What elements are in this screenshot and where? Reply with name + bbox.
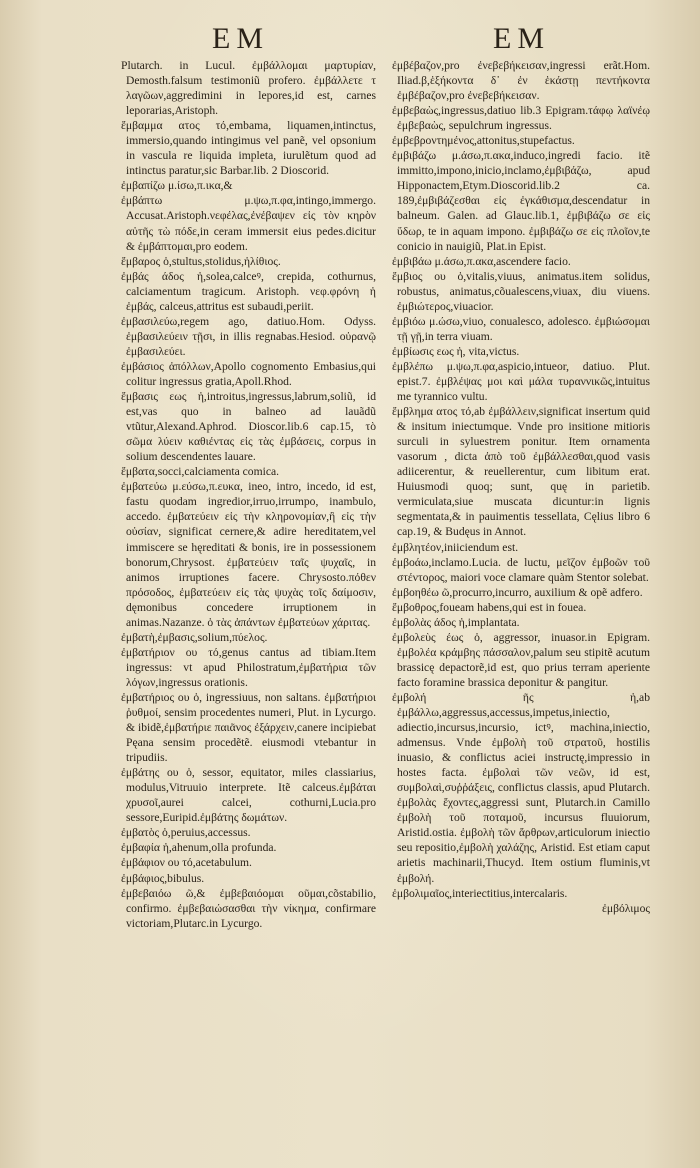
entry-embata: ἔμβατα,socci,calciamenta comica. xyxy=(121,465,280,479)
entry-embateuo: ἐμβατεύω μ.εύσω,π.ευκα, ineo, intro, incedo, id est, fastu quodam ingredior,irruo,irrumpo, inambulo, accedo. ἐμβατεύειν εἰς τὴν κληρονομίαν,ἢ εἰς τὴν οὐσίαν, significat cernere,& adire hereditatem,vel immiscere se hęreditati & bonis, ire in possessionem bonorum,Chrysost. ἐμβατεύειν ταῖς ψυχαῖς, in animos irruptiones facere. Chrysosto.πόθεν πρόσοδος, ἐμβατεύειν εἰς τὰς ψυχὰς τοῖς δαίμοσιν, dęmonibus concedere irruptionem in animas.Nazanze. ὁ τὰς ἁπάντων ἐμβατεύων χάριτας. xyxy=(121,480,376,629)
entry-embebrontemenos: ἐμβεβροντημένος,attonitus,stupefactus. xyxy=(392,134,575,148)
entry-emboao: ἐμβοάω,inclamo.Lucia. de luctu, μεῖζον ἐμβοῶν τοῦ στέντορος, maiori voce clamare quàm Stentor solebat. xyxy=(392,555,650,584)
entry-embothros: ἔμβοθρος,foueam habens,qui est in fouea. xyxy=(392,600,587,614)
entry-emboleus: ἐμβολεὺς έως ὁ, aggressor, inuasor.in Epigram. ἐμβολέα κράμβης πάσσαλον,palum seu stipitẽ acutum brassicę depactorẽ,id est, quo prius terram aperiente facto foramine brassica deponitur & pangitur. xyxy=(392,630,650,689)
entry-embaphia: ἐμβαφία ἡ,ahenum,olla profunda. xyxy=(121,841,277,855)
entry-embas: ἐμβάς άδος ἡ,solea,calceꝰ, crepida, cothurnus, calciamentum tragicum. Aristoph. νεφ.φρόνη ἡ ἐμβάς, calceus,attritus est subaudi,periit. xyxy=(121,269,376,313)
running-head-right: EM xyxy=(493,22,550,55)
entry-embamma: ἔμβαμμα ατος τό,embama, liquamen,intinctus, immersio,quando intingimus vel panẽ, vel opsonium in vascula re liquida impleta, iurulẽtum quod ad intinctus paratur,sic Barbar.lib. 2 Dioscorid. xyxy=(121,119,376,178)
entry-embolas: ἐμβολὰς άδος ἡ,implantata. xyxy=(392,615,520,629)
catchword: ἐμβόλιμος xyxy=(602,901,650,915)
entry-embalo: Plutarch. in Lucul. ἐμβάλλομαι μαρτυρίαν, Demosth.falsum testimoniũ profero. ἐμβάλλετε τ λαγῶων,aggredimini in lepores,id est, carnes leporarias,Aristoph. xyxy=(121,59,376,118)
entry-emblepo: ἐμβλέπω μ.ψω,π.φα,aspicio,intueor, datiuo. Plut. epist.7. ἐμβλέψας μοι καὶ μάλα τυραννικῶς,intuitus me tyrannico vultu. xyxy=(392,359,650,404)
entry-embiosis: ἐμβίωσις εως ἡ, vita,victus. xyxy=(392,344,520,358)
entry-embasis: ἔμβασις εως ἡ,introitus,ingressus,labrum,soliũ, id est,vas quo in balneo ad lauãdũ vtũtur,Alexand.Aphrod. Dioscor.lib.6 cap.15, τὸ σῶμα λύειν καθιέντας εἰς τὰς ἐμβάσεις, corpus in solium descendentes lauare. xyxy=(121,390,376,464)
entry-embates: ἐμβάτης ου ὁ, sessor, equitator, miles classiarius, modulus,Vitruuio interprete. Itẽ calceus.ἐμβάται χρυσοῖ,aurei calcei, cothurni,Lucia.pro sessore,Euripid.ἐμβάτης δωμάτων. xyxy=(121,766,376,825)
entry-embaros: ἔμβαρος ὁ,stultus,stolidus,ἠλίθιος. xyxy=(121,254,281,268)
entry-embate: ἐμβατὴ,ἐμβασις,solium,πύελος. xyxy=(121,630,268,644)
entry-embibazo: ἐμβιβάζω μ.άσω,π.ακα,induco,ingredi facio. itẽ immitto,impono,inicio,inclamo,ἐμβιβάζω, apud Hipponactem,Etym.Dioscorid.lib.2 ca. 189,ἐμβιβάζεσθαι εἰς ἐγκάθισμα,descendatur in balneum. Galen. ad Glauc.lib.1, ἐμβιβάζω σε εἰς ὕδωρ, te in aquam impono. ἐμβιβάζω σε εἰς πλοῖον,te conicio in nauigiũ, Plat.in Epist. xyxy=(392,149,650,253)
entry-embaterion: ἐμβατήριον ου τό,genus cantus ad tibiam.Item ingressus: vt apud Philostratum,ἐμβατήρια τῶν λόγων,ingressus orationis. xyxy=(121,645,376,689)
entry-embatos: ἐμβατὸς ὁ,peruius,accessus. xyxy=(121,826,251,840)
entry-emblema: ἔμβλημα ατος τό,ab ἐμβάλλειν,significat insertum quid & insitum iniectumque. Vnde pro insitione mitioris surculi in syluestrem ponitur. Item ornamenta vasorum , dicta ἀπὸ τοῦ ἐμβάλλεσθαι,quod vasis adiicerentur, & reuellerentur, cum libitum erat. Huiusmodi quoq; sunt, quę in parietib. vermiculata,siue muscata dicuntur:in lignis segmentata,& in pauimentis tessellata, Cęlius libro 6 cap.19, & Budęus in Annot. xyxy=(392,405,650,539)
right-column xyxy=(392,58,650,916)
entry-embebazon: ἐμβέβαζον,pro ἐνεβεβήκεισαν,ingressi erãt.Hom. Iliad.β,ἑξήκοντα δ᾽ ἐν ἑκάστῃ πεντήκοντα ἐμβέβαζον,pro ἐνεβεβήκεισαν. xyxy=(392,59,650,103)
entry-embasios: ἐμβάσιος ἀπόλλων,Apollo cognomento Embasius,qui colitur ingressus gratia,Apoll.Rhod. xyxy=(121,359,376,388)
entry-embolimaios: ἐμβολιμαῖος,interiectitius,intercalaris. xyxy=(392,886,568,900)
entry-emboetheo: ἐμβοηθέω ῶ,procurro,incurro, auxilium & opẽ adfero. xyxy=(392,585,643,599)
entry-embios: ἔμβιος ου ὁ,vitalis,viuus, animatus.item solidus, robustus, animatus,cõualescens,viuax, diu viuens. ἐμβιώτερος,viuacior. xyxy=(392,269,650,313)
entry-embaterios: ἐμβατήριος ου ὁ, ingressiuus, non saltans. ἐμβατήριοι ῥυθμοί, sensim procedentes numeri, Plut. in Lycurgo. & ibidẽ,ἐμβατήριε παιᾶνος ἐξάρχειν,canere incipiebat Pęana sensim procedẽtẽ. eiusmodi vtebantur in tripudiis. xyxy=(121,690,376,765)
entry-embioo: ἐμβιόω μ.ώσω,viuo, conualesco, adolesco. ἐμβιώσομαι τῇ γῇ,in terra viuam. xyxy=(392,314,650,343)
entry-embapto: ἐμβάπτω μ.ψω,π.φα,intingo,immergo. Accusat.Aristoph.νεφέλας,ἐνέβαψεν εἰς τὸν κηρὸν αὐτῆς τὼ πόδε,in ceram immersit eius pedes.dicitur & ἐμβάπτομαι,pro eodem. xyxy=(121,194,376,253)
entry-embaphios: ἐμβάφιος,bibulus. xyxy=(121,871,205,885)
left-column xyxy=(121,58,376,931)
entry-embasileuo: ἐμβασιλεύω,regem ago, datiuo.Hom. Odyss. ἐμβασιλεύειν τῇσι, in illis regnabas.Hesiod. οὐρανῷ ἐμβασιλεύει. xyxy=(121,314,376,358)
entry-embapizo: ἐμβαπίζω μ.ίσω,π.ικα,& xyxy=(121,179,233,193)
entry-embebaos: ἐμβεβαὼς,ingressus,datiuo lib.3 Epigram.τάφῳ λαϊνέῳ ἐμβεβαὼς, sepulchrum ingressus. xyxy=(392,104,650,133)
entry-embebaioo: ἐμβεβαιόω ῶ,& ἐμβεβαιόομαι οῦμαι,cõstabilio, confirmo. ἐμβεβαιώσασθαι τὴν νίκημα, confirmare victoriam,Plutarc.in Lycurgo. xyxy=(121,886,376,930)
entry-embleteon: ἐμβλητέον,iniiciendum est. xyxy=(392,540,519,554)
entry-embole: ἐμβολή ῆς ἡ,ab ἐμβάλλω,aggressus,accessus,impetus,iniectio, adiectio,incursus,incursio, ictꝰ, machina,iniectio, admensus. Vnde ἐμβολὴ τοῦ στρατοῦ, hostilis inuasio, & conflictus aciei instructę,impressio in hostes facta. ἐμβολαὶ τῶν νεῶν, id est, συμβολαὶ,συῤῥάξεις, conflictus classis, apud Plutarch. ἐμβολὰς ἔχοντες,aggressi sunt, Plutarch.in Camillo ἐμβολὴ τοῦ ποταμοῦ, incursus fluuiorum, Aristid.ostia. ἐμβολὴ τῶν ἄρθρων,articulorum iniectio seu repositio,ἐμβολὴ χαλάζης, Aristid. Est etiam caput arietis machinarii,Thucyd. Item ostium fluminis,vt ἐμβολή. xyxy=(392,690,650,885)
entry-embibao: ἐμβιβάω μ.άσω,π.ακα,ascendere facio. xyxy=(392,254,571,268)
entry-embaphion: ἐμβάφιον ου τό,acetabulum. xyxy=(121,856,252,870)
running-head-left: EM xyxy=(212,22,269,55)
